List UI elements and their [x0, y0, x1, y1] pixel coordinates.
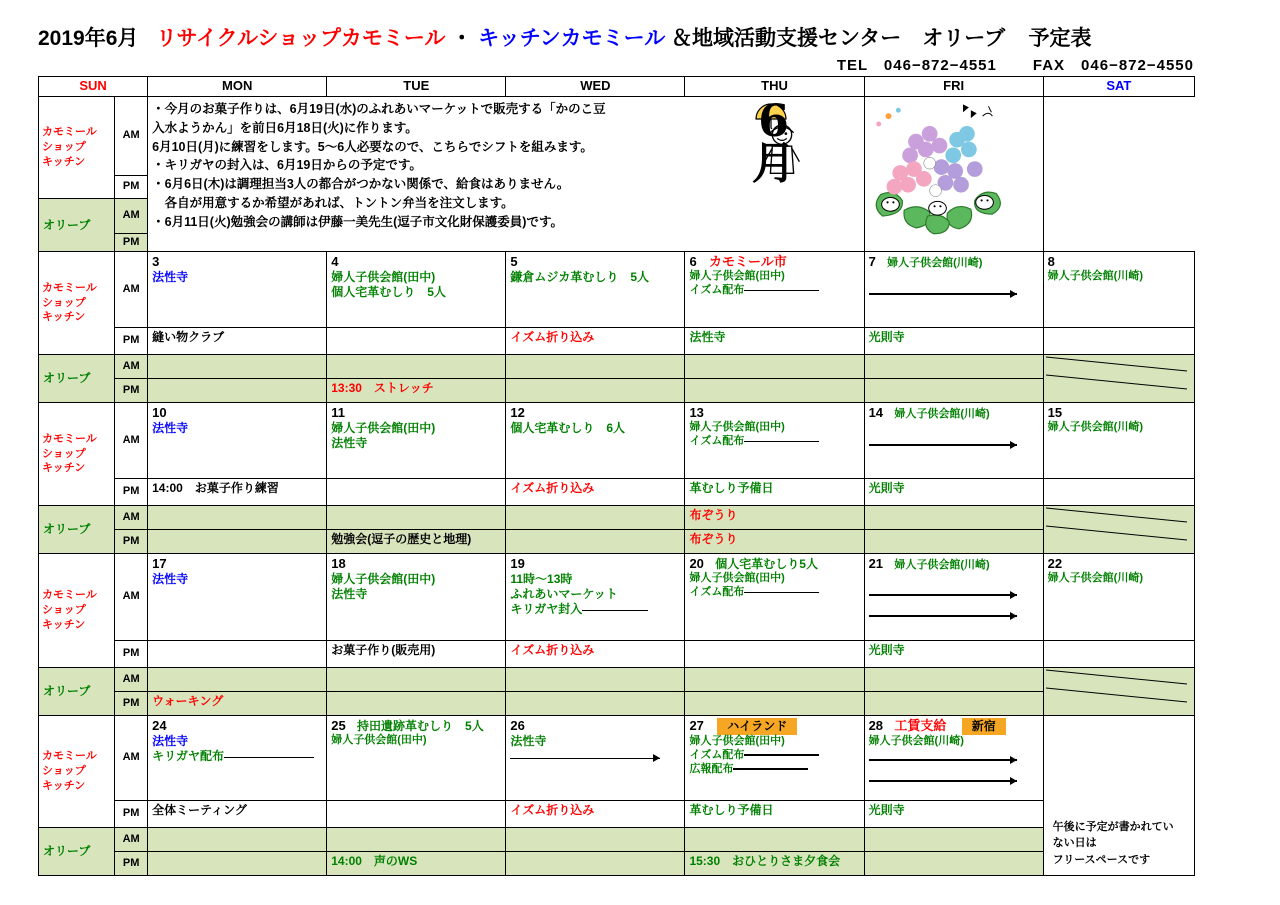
label-line-2: ショップ — [42, 141, 86, 154]
olive-pm-mon[interactable] — [148, 852, 327, 876]
day-cell-8[interactable] — [1043, 252, 1194, 328]
week4-olive-pm — [39, 852, 1195, 876]
hydrangea-icon — [865, 97, 1012, 247]
day-cell-21[interactable] — [864, 554, 1043, 641]
day-title: 個人宅革むしり5人 — [715, 557, 818, 571]
week3-olive-pm — [39, 692, 1195, 716]
day-cell-19[interactable] — [506, 554, 685, 641]
olive-sat-slash-1 — [1043, 355, 1194, 403]
arrow-line — [869, 590, 1017, 599]
ampm-am-3: AM — [115, 554, 148, 641]
day-cell-7[interactable] — [864, 252, 1043, 328]
arrow-row — [869, 286, 1040, 301]
ampm-am-0: AM — [115, 97, 148, 176]
event: 法性寺 — [510, 734, 547, 749]
label-line-1: カモミール — [42, 750, 97, 763]
week2-pm-row — [39, 479, 1195, 506]
row-label-olive-3: オリーブ — [39, 668, 115, 716]
tel-number: TEL 046−872−4551 — [836, 57, 997, 74]
row-label-olive-1: オリーブ — [39, 355, 115, 403]
olive-pm-wed[interactable] — [506, 692, 685, 716]
ampm-pm-1: PM — [115, 328, 148, 355]
label-line-1: カモミール — [42, 432, 97, 445]
week1-olive-am — [39, 355, 1195, 379]
pm-cell-mon[interactable]: 14:00 お菓子作り練習 — [148, 479, 327, 506]
arrow-line — [869, 776, 1017, 785]
event: 法性寺 — [152, 572, 189, 587]
olive-am-fri[interactable] — [864, 506, 1043, 530]
arrow-row — [510, 750, 681, 765]
pm-cell-sat[interactable] — [1043, 479, 1194, 506]
row-label-olive-4: オリーブ — [39, 828, 115, 876]
week2-olive-pm — [39, 530, 1195, 554]
ampm-olive-pm-2: PM — [115, 530, 148, 554]
event-text: 広報配布 — [689, 762, 734, 775]
arrow-line — [869, 755, 1017, 764]
event: 婦人子供会館(田中) — [689, 270, 785, 283]
day-number: 26 — [510, 718, 525, 733]
olive-pm-fri[interactable] — [864, 852, 1043, 876]
tag-highland: ハイランド — [717, 718, 797, 735]
olive-am-mon[interactable] — [148, 506, 327, 530]
pm-cell-tue[interactable] — [327, 479, 506, 506]
free-note-line-1: ない日は — [1052, 837, 1097, 849]
day-cell-4[interactable] — [327, 252, 506, 328]
olive-pm-thu[interactable]: 15:30 おひとりさま夕食会 — [685, 852, 864, 876]
olive-am-mon[interactable] — [148, 668, 327, 692]
olive-pm-thu[interactable] — [685, 692, 864, 716]
note-line-4: ・6月6日(木)は調理担当3人の都合がつかない関係で、給食はありません。 — [152, 177, 570, 191]
event-with-arrow — [152, 749, 323, 764]
day-cell-17[interactable] — [148, 554, 327, 641]
ampm-am-2: AM — [115, 403, 148, 479]
note-line-3: ・キリガヤの封入は、6月19日からの予定です。 — [152, 158, 422, 173]
event: 個人宅革むしり 6人 — [510, 421, 626, 436]
day-cell-22[interactable] — [1043, 554, 1194, 641]
olive-am-tue[interactable] — [327, 506, 506, 530]
dow-thu: THU — [685, 77, 864, 97]
row-label-olive-0: オリーブ — [39, 199, 115, 252]
week4-olive-am — [39, 828, 1195, 852]
olive-am-fri[interactable] — [864, 668, 1043, 692]
week4-pm-row — [39, 801, 1195, 828]
event: 11時〜13時 — [510, 572, 573, 587]
event: 婦人子供会館(田中) — [331, 734, 427, 747]
arrow-line — [744, 286, 819, 295]
olive-am-tue[interactable] — [327, 828, 506, 852]
pm-cell-tue[interactable]: お菓子作り(販売用) — [327, 641, 506, 668]
day-number: 12 — [510, 405, 525, 420]
day-cell-13[interactable] — [685, 403, 864, 479]
olive-am-wed[interactable] — [506, 506, 685, 530]
label-line-2: ショップ — [42, 604, 86, 617]
olive-am-tue[interactable] — [327, 355, 506, 379]
week4-am-row — [39, 716, 1195, 801]
day-number: 20 — [689, 556, 704, 571]
ampm-am-1: AM — [115, 252, 148, 328]
pm-cell-thu[interactable]: 革むしり予備日 — [685, 801, 864, 828]
ampm-pm-3: PM — [115, 641, 148, 668]
arrow-line — [869, 611, 1017, 620]
dow-mon: MON — [148, 77, 327, 97]
label-line-2: ショップ — [42, 296, 86, 309]
day-cell-28[interactable] — [864, 716, 1043, 801]
day-title: 持田遺跡革むしり 5人 — [357, 719, 484, 733]
ampm-am-4: AM — [115, 716, 148, 801]
ampm-olive-am-2: AM — [115, 506, 148, 530]
free-space-note-cell — [1043, 716, 1194, 876]
olive-am-thu[interactable] — [685, 828, 864, 852]
day-number: 14 — [868, 405, 884, 420]
day-cell-10[interactable] — [148, 403, 327, 479]
olive-am-tue[interactable] — [327, 668, 506, 692]
pm-cell-wed[interactable]: イズム折り込み — [506, 328, 685, 355]
week2-olive-am — [39, 506, 1195, 530]
olive-pm-mon[interactable] — [148, 379, 327, 403]
ampm-olive-pm-4: PM — [115, 852, 148, 876]
olive-pm-fri[interactable] — [864, 692, 1043, 716]
arrow-line — [869, 289, 1017, 298]
title-dot: ・ — [451, 27, 473, 50]
day-cell-15[interactable] — [1043, 403, 1194, 479]
ampm-olive-pm-0: PM — [115, 234, 148, 252]
diagonal-lines-icon — [1044, 506, 1189, 542]
day-cell-27[interactable] — [685, 716, 864, 801]
pm-cell-tue[interactable] — [327, 328, 506, 355]
event: 婦人子供会館(川崎) — [1047, 572, 1143, 585]
day-cell-3[interactable] — [148, 252, 327, 328]
label-line-1: カモミール — [42, 589, 97, 602]
event-with-arrow — [689, 749, 860, 763]
week3-olive-am — [39, 668, 1195, 692]
title-schedule: 予定表 — [1028, 27, 1092, 50]
day-cell-20[interactable] — [685, 554, 864, 641]
row-label-olive-2: オリーブ — [39, 506, 115, 554]
day-number: 7 — [868, 254, 876, 269]
day-number: 22 — [1047, 556, 1063, 571]
olive-am-wed[interactable] — [506, 355, 685, 379]
day-number: 13 — [689, 405, 704, 420]
event-with-arrow — [689, 763, 860, 777]
olive-am-mon[interactable] — [148, 828, 327, 852]
event: 婦人子供会館(田中) — [689, 572, 785, 585]
title-center: ＆地域活動支援センター オリーブ — [671, 27, 1006, 50]
event: ふれあいマーケット — [510, 587, 618, 602]
day-number: 8 — [1047, 254, 1055, 269]
day-number: 11 — [331, 405, 345, 420]
pm-cell-sat[interactable] — [1043, 328, 1194, 355]
event: 婦人子供会館(田中) — [331, 572, 436, 587]
label-line-3: キッチン — [42, 155, 86, 168]
fax-number: FAX 046−872−4550 — [1032, 57, 1194, 74]
title-kitchen: キッチンカモミール — [478, 27, 666, 50]
day-number: 19 — [510, 556, 525, 571]
pm-cell-wed[interactable]: イズム折り込み — [506, 641, 685, 668]
monthly-notes-cell — [148, 97, 864, 252]
note-line-1: 入水ようかん」を前日6月18日(火)に作ります。 — [152, 120, 418, 135]
row-label-chamomile-2 — [39, 403, 115, 506]
day-number: 21 — [868, 556, 884, 571]
label-line-1: カモミール — [42, 126, 97, 139]
month-logo — [684, 97, 864, 234]
event: 婦人子供会館(田中) — [331, 421, 436, 436]
label-line-2: ショップ — [42, 765, 86, 778]
ampm-olive-am-4: AM — [115, 828, 148, 852]
event: 婦人子供会館(川崎) — [868, 735, 964, 747]
ampm-olive-am-1: AM — [115, 355, 148, 379]
week3-am-row — [39, 554, 1195, 641]
week1-olive-pm — [39, 379, 1195, 403]
day-cell-14[interactable] — [864, 403, 1043, 479]
event: 法性寺 — [152, 270, 189, 285]
title-shop: リサイクルショップカモミール — [155, 27, 446, 50]
day-number: 24 — [152, 718, 167, 733]
note-line-0: ・今月のお菓子作りは、6月19日(水)のふれあいマーケットで販売する「かのこ豆 — [152, 102, 606, 116]
pm-cell-thu[interactable]: 革むしり予備日 — [685, 479, 864, 506]
monthly-notes — [148, 97, 683, 234]
hydrangea-illustration-cell — [864, 97, 1043, 252]
label-line-3: キッチン — [42, 779, 86, 792]
olive-sat-slash-3 — [1043, 668, 1194, 716]
olive-am-thu[interactable] — [685, 668, 864, 692]
olive-pm-wed[interactable] — [506, 530, 685, 554]
dow-sun: SUN — [39, 77, 148, 97]
event-text: キリガヤ封入 — [510, 602, 583, 617]
event: 婦人子供会館(川崎) — [894, 408, 990, 420]
pm-cell-mon[interactable] — [148, 641, 327, 668]
olive-pm-tue[interactable]: 勉強会(逗子の歴史と地理) — [327, 530, 506, 554]
event: 個人宅革むしり 5人 — [331, 285, 446, 300]
pm-cell-thu[interactable]: 法性寺 — [685, 328, 864, 355]
title-date: 2019年6月 — [38, 27, 139, 50]
ampm-olive-pm-3: PM — [115, 692, 148, 716]
event: 法性寺 — [331, 587, 368, 602]
day-number: 3 — [152, 254, 160, 269]
day-cell-18[interactable] — [327, 554, 506, 641]
row-label-chamomile-1 — [39, 252, 115, 355]
table-header-row — [39, 77, 1195, 97]
day-number: 4 — [331, 254, 339, 269]
ampm-pm-4: PM — [115, 801, 148, 828]
dow-fri: FRI — [864, 77, 1043, 97]
pm-cell-fri[interactable]: 光則寺 — [864, 328, 1043, 355]
day-number: 18 — [331, 556, 346, 571]
olive-am-fri[interactable] — [864, 828, 1043, 852]
tag-shinjuku: 新宿 — [962, 718, 1006, 735]
ampm-olive-am-0: AM — [115, 199, 148, 234]
arrow-row — [869, 437, 1040, 452]
olive-pm-mon[interactable] — [148, 530, 327, 554]
olive-pm-thu[interactable]: 布ぞうり — [685, 530, 864, 554]
olive-pm-tue[interactable] — [327, 692, 506, 716]
day-number: 10 — [152, 405, 167, 420]
arrow-line — [869, 440, 1017, 449]
event: 婦人子供会館(田中) — [689, 421, 785, 434]
pm-cell-tue[interactable] — [327, 801, 506, 828]
row-label-chamomile-3 — [39, 554, 115, 668]
olive-am-wed[interactable] — [506, 828, 685, 852]
day-cell-24[interactable] — [148, 716, 327, 801]
pm-cell-mon[interactable]: 全体ミーティング — [148, 801, 327, 828]
arrow-line — [744, 750, 819, 759]
olive-pm-mon[interactable]: ウォーキング — [148, 692, 327, 716]
week3-pm-row — [39, 641, 1195, 668]
arrow-line — [510, 754, 660, 763]
dow-wed: WED — [506, 77, 685, 97]
note-line-2: 6月10日(月)に練習をします。5〜6人必要なので、こちらでシフトを組みます。 — [152, 139, 593, 154]
label-line-3: キッチン — [42, 462, 86, 475]
day-cell-6[interactable] — [685, 252, 864, 328]
pm-cell-fri[interactable]: 光則寺 — [864, 641, 1043, 668]
olive-am-mon[interactable] — [148, 355, 327, 379]
arrow-line — [744, 588, 819, 597]
day-cell-5[interactable] — [506, 252, 685, 328]
olive-am-thu[interactable]: 布ぞうり — [685, 506, 864, 530]
event: 婦人子供会館(川崎) — [1047, 270, 1143, 283]
pm-cell-fri[interactable]: 光則寺 — [864, 801, 1043, 828]
day-cell-26[interactable] — [506, 716, 685, 801]
arrow-line — [582, 606, 648, 615]
calendar-table — [38, 76, 1195, 876]
day-number: 5 — [510, 254, 518, 269]
event-with-arrow — [689, 284, 860, 298]
event: 婦人子供会館(田中) — [331, 270, 436, 285]
arrow-line — [744, 437, 819, 446]
pm-cell-mon[interactable]: 縫い物クラブ — [148, 328, 327, 355]
event-text: イズム配布 — [689, 435, 745, 447]
week2-am-row — [39, 403, 1195, 479]
event: 法性寺 — [152, 421, 189, 436]
day-title: 工賃支給 — [894, 718, 947, 733]
month-kanji — [751, 96, 796, 189]
pm-cell-sat[interactable] — [1043, 641, 1194, 668]
olive-pm-wed[interactable] — [506, 852, 685, 876]
olive-sat-slash-2 — [1043, 506, 1194, 554]
day-number: 6 — [689, 254, 697, 269]
event-text: イズム配布 — [689, 586, 745, 598]
day-cell-25[interactable] — [327, 716, 506, 801]
note-line-5: 各自が用意するか希望があれば、トントン弁当を注文します。 — [152, 195, 514, 210]
event: 婦人子供会館(川崎) — [894, 559, 990, 571]
week1-am-row — [39, 252, 1195, 328]
diagonal-lines-icon — [1044, 355, 1189, 391]
event-with-arrow — [689, 435, 860, 449]
ampm-pm-2: PM — [115, 479, 148, 506]
pm-cell-thu[interactable] — [685, 641, 864, 668]
olive-pm-wed[interactable] — [506, 379, 685, 403]
page-title — [38, 22, 1092, 52]
ampm-olive-am-3: AM — [115, 668, 148, 692]
free-note-line-0: 午後に予定が書かれてい — [1052, 820, 1174, 833]
olive-pm-fri[interactable] — [864, 379, 1043, 403]
contact-info — [837, 54, 1194, 75]
month-kanji-gatsu: 月 — [751, 137, 796, 189]
arrow-line — [733, 764, 808, 773]
free-note-line-2: フリースペースです — [1052, 853, 1151, 866]
label-line-1: カモミール — [42, 281, 97, 294]
day-number: 27 — [689, 718, 704, 733]
event: 法性寺 — [331, 436, 368, 451]
note-line-6: ・6月11日(火)勉強会の講師は伊藤一美先生(逗子市文化財保護委員)です。 — [152, 214, 563, 229]
event-with-arrow — [689, 586, 860, 600]
event: 鎌倉ムジカ革むしり 5人 — [510, 270, 650, 285]
day-number: 25 — [331, 718, 346, 733]
arrow-row — [869, 608, 1040, 623]
day-cell-11[interactable] — [327, 403, 506, 479]
label-line-3: キッチン — [42, 618, 86, 631]
event-with-arrow — [510, 602, 681, 617]
event-text: イズム配布 — [689, 284, 745, 296]
row-label-chamomile-0 — [39, 97, 115, 199]
dow-tue: TUE — [327, 77, 506, 97]
event: 婦人子供会館(田中) — [689, 735, 785, 747]
day-number: 15 — [1047, 405, 1063, 420]
label-line-2: ショップ — [42, 447, 86, 460]
arrow-row — [869, 587, 1040, 602]
olive-am-thu[interactable] — [685, 355, 864, 379]
day-title: カモミール市 — [709, 254, 787, 269]
arrow-row — [869, 752, 1040, 767]
day-number: 28 — [868, 718, 884, 733]
olive-pm-tue[interactable]: 14:00 声のWS — [327, 852, 506, 876]
arrow-line — [224, 753, 314, 762]
event: 婦人子供会館(川崎) — [887, 257, 983, 269]
ampm-pm-0: PM — [115, 176, 148, 199]
olive-am-fri[interactable] — [864, 355, 1043, 379]
day-cell-12[interactable] — [506, 403, 685, 479]
pm-cell-wed[interactable]: イズム折り込み — [506, 801, 685, 828]
pm-cell-fri[interactable]: 光則寺 — [864, 479, 1043, 506]
pm-cell-wed[interactable]: イズム折り込み — [506, 479, 685, 506]
notes-row-am — [39, 97, 1195, 176]
free-space-note — [1048, 815, 1191, 873]
olive-pm-tue[interactable]: 13:30 ストレッチ — [327, 379, 506, 403]
event: 婦人子供会館(川崎) — [1047, 421, 1143, 434]
week1-pm-row — [39, 328, 1195, 355]
month-kanji-number: 6 — [758, 96, 789, 147]
label-line-3: キッチン — [42, 311, 86, 324]
event-text: イズム配布 — [689, 748, 745, 761]
diagonal-lines-icon — [1044, 668, 1189, 704]
event-text: キリガヤ配布 — [152, 749, 225, 764]
olive-am-wed[interactable] — [506, 668, 685, 692]
row-label-chamomile-4 — [39, 716, 115, 828]
arrow-row — [869, 773, 1040, 788]
dow-sat: SAT — [1043, 77, 1194, 97]
ampm-olive-pm-1: PM — [115, 379, 148, 403]
event: 法性寺 — [152, 734, 189, 749]
olive-pm-fri[interactable] — [864, 530, 1043, 554]
olive-pm-thu[interactable] — [685, 379, 864, 403]
day-number: 17 — [152, 556, 167, 571]
